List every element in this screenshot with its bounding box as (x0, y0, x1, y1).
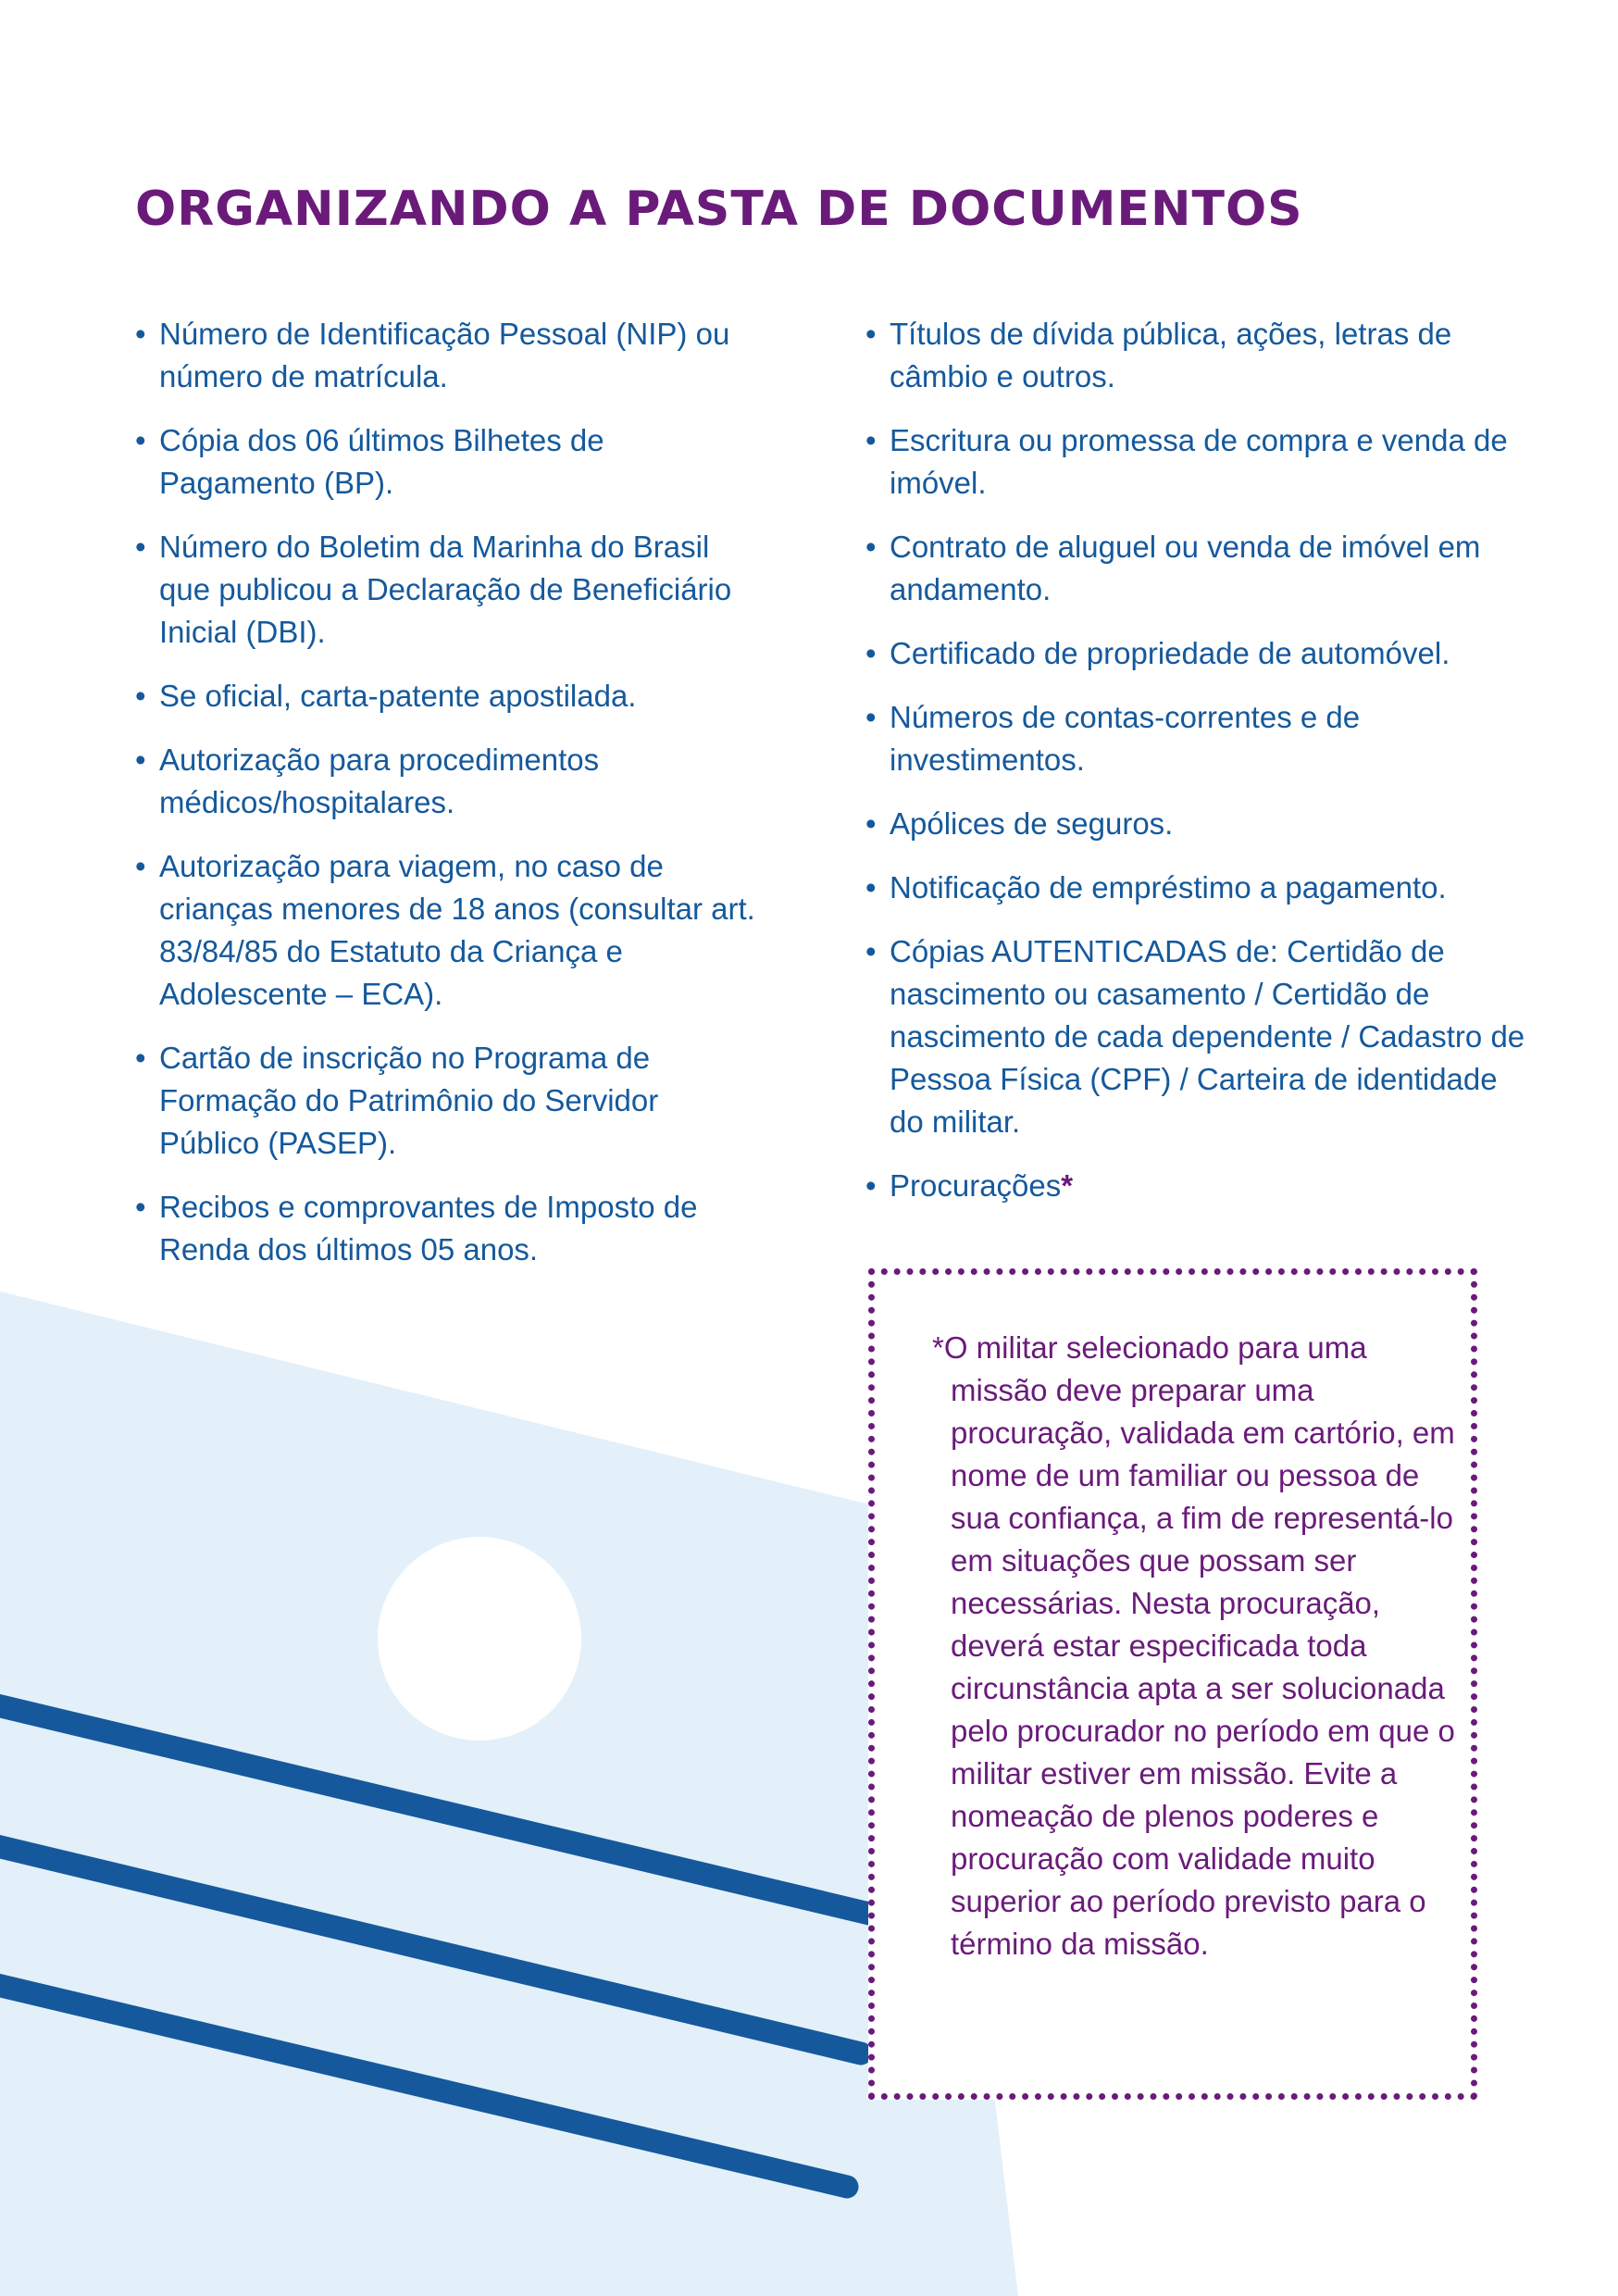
list-item: • Se oficial, carta-patente apostilada. (135, 675, 765, 718)
list-item: • Número de Identificação Pessoal (NIP) ou número de matrícula. (135, 313, 765, 398)
footnote-box (868, 1268, 1477, 2100)
list-item: • Escritura ou promessa de compra e venda de imóvel. (865, 419, 1532, 505)
list-item: • Cartão de inscrição no Programa de Formação do Patrimônio do Servidor Público (PASEP). (135, 1037, 765, 1165)
page-title: ORGANIZANDO A PASTA DE DOCUMENTOS (135, 181, 1303, 237)
list-item: • Cópia dos 06 últimos Bilhetes de Pagamento (BP). (135, 419, 765, 505)
list-item: • Número do Boletim da Marinha do Brasil que publicou a Declaração de Beneficiário Inicial (DBI). (135, 526, 765, 654)
background-circle (378, 1537, 581, 1741)
list-item: • Títulos de dívida pública, ações, letras de câmbio e outros. (865, 313, 1532, 398)
list-item: • Apólices de seguros. (865, 803, 1532, 845)
list-item-procuracoes (865, 1165, 1532, 1207)
list-item: • Notificação de empréstimo a pagamento. (865, 867, 1532, 909)
list-item: • Números de contas-correntes e de investimentos. (865, 696, 1532, 781)
document-list-right (865, 313, 1532, 1229)
list-item: • Cópias AUTENTICADAS de: Certidão de nascimento ou casamento / Certidão de nascimento de cada dependente / Cadastro de Pessoa Física (CPF) / Carteira de identidade do militar. (865, 930, 1532, 1143)
background-document-shape (0, 1292, 1018, 2296)
list-item: • Recibos e comprovantes de Imposto de Renda dos últimos 05 anos. (135, 1186, 765, 1271)
document-list-left (135, 313, 765, 1292)
procuracoes-label: Procurações (890, 1168, 1062, 1203)
list-item: • Autorização para procedimentos médicos/hospitalares. (135, 739, 765, 824)
footnote-text: *O militar selecionado para uma missão deve preparar uma procuração, validada em cartório, em nome de um familiar ou pessoa de sua confiança, a fim de representá-lo em situações que possam ser necessárias. Nesta procuração, deverá estar especificada toda circunstância apta a ser solucionada pelo procurador no período em que o militar estiver em missão. Evite a nomeação de plenos poderes e procuração com validade muito superior ao período previsto para o término da missão. (932, 1330, 1455, 1961)
list-item: • Certificado de propriedade de automóvel. (865, 632, 1532, 675)
footnote-marker: * (1061, 1168, 1074, 1203)
list-item: • Autorização para viagem, no caso de crianças menores de 18 anos (consultar art. 83/84/85 do Estatuto da Criança e Adolescente – ECA). (135, 845, 765, 1016)
list-item: • Contrato de aluguel ou venda de imóvel em andamento. (865, 526, 1532, 611)
